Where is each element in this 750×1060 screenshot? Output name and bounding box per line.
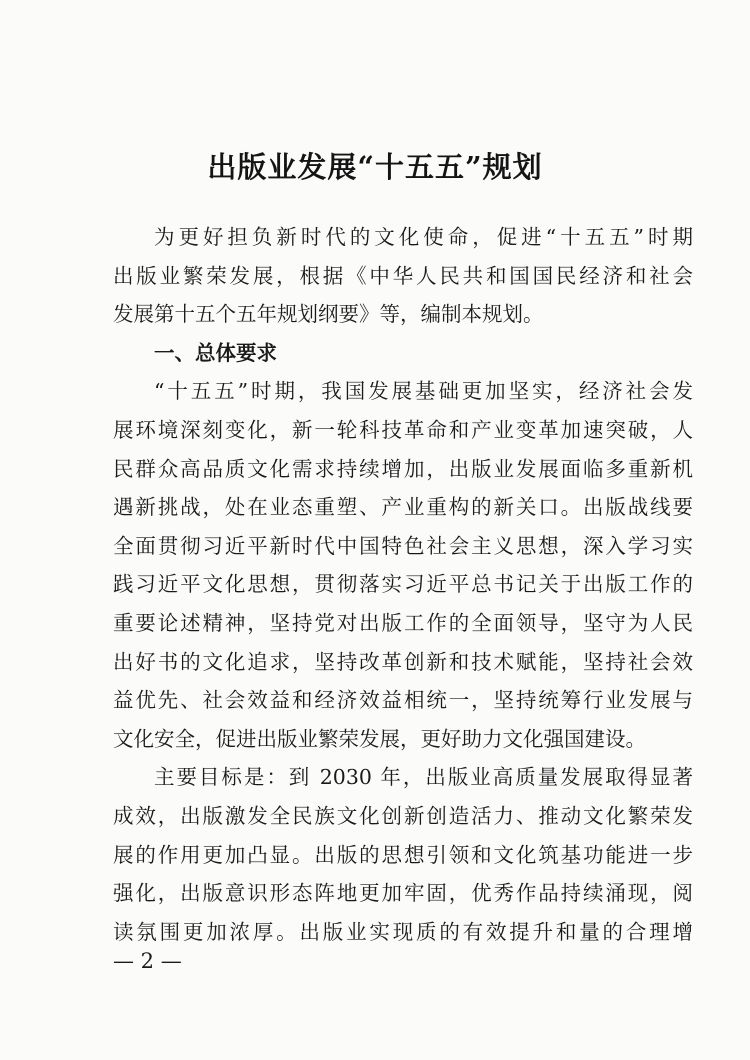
paragraph-2-line-3: 民群众高品质文化需求持续增加，出版业发展面临多重新机	[113, 456, 693, 481]
paragraph-2-line-10: 文化安全，促进出版业繁荣发展，更好助力文化强国建设。	[113, 726, 646, 751]
paragraph-3-line-3: 展的作用更加凸显。出版的思想引领和文化筑基功能进一步	[113, 842, 693, 867]
paragraph-1-line-2: 出版业繁荣发展，根据《中华人民共和国国民经济和社会	[113, 263, 693, 288]
section-heading-general-requirements: 一、总体要求	[154, 340, 277, 365]
paragraph-1-line-3: 发展第十五个五年规划纲要》等，编制本规划。	[113, 302, 544, 327]
paragraph-1-line-1: 为更好担负新时代的文化使命，促进“十五五”时期	[154, 225, 693, 249]
paragraph-3-line-2: 成效，出版激发全民族文化创新创造活力、推动文化繁荣发	[113, 803, 693, 828]
paragraph-2-line-5: 全面贯彻习近平新时代中国特色社会主义思想，深入学习实	[113, 533, 693, 558]
paragraph-2-line-4: 遇新挑战，处在业态重塑、产业重构的新关口。出版战线要	[113, 495, 693, 520]
paragraph-2-line-7: 重要论述精神，坚持党对出版工作的全面领导，坚守为人民	[113, 610, 693, 635]
paragraph-2-line-9: 益优先、社会效益和经济效益相统一，坚持统筹行业发展与	[113, 688, 693, 713]
paragraph-2-line-1: “十五五”时期，我国发展基础更加坚实，经济社会发	[154, 379, 693, 404]
paragraph-2-line-6: 践习近平文化思想，贯彻落实习近平总书记关于出版工作的	[113, 572, 693, 597]
document-title: 出版业发展“十五五”规划	[207, 150, 543, 184]
paragraph-3-line-4: 强化，出版意识形态阵地更加牢固，优秀作品持续涌现，阅	[113, 881, 693, 906]
page-number: — 2 —	[113, 949, 182, 973]
document-body	[113, 218, 693, 951]
paragraph-3-line-1: 主要目标是：到 2030 年，出版业高质量发展取得显著	[154, 765, 693, 790]
paragraph-3-line-5: 读氛围更加浓厚。出版业实现质的有效提升和量的合理增	[113, 919, 693, 944]
paragraph-2-line-2: 展环境深刻变化，新一轮科技革命和产业变革加速突破，人	[113, 417, 693, 442]
paragraph-2-line-8: 出好书的文化追求，坚持改革创新和技术赋能，坚持社会效	[113, 649, 693, 674]
